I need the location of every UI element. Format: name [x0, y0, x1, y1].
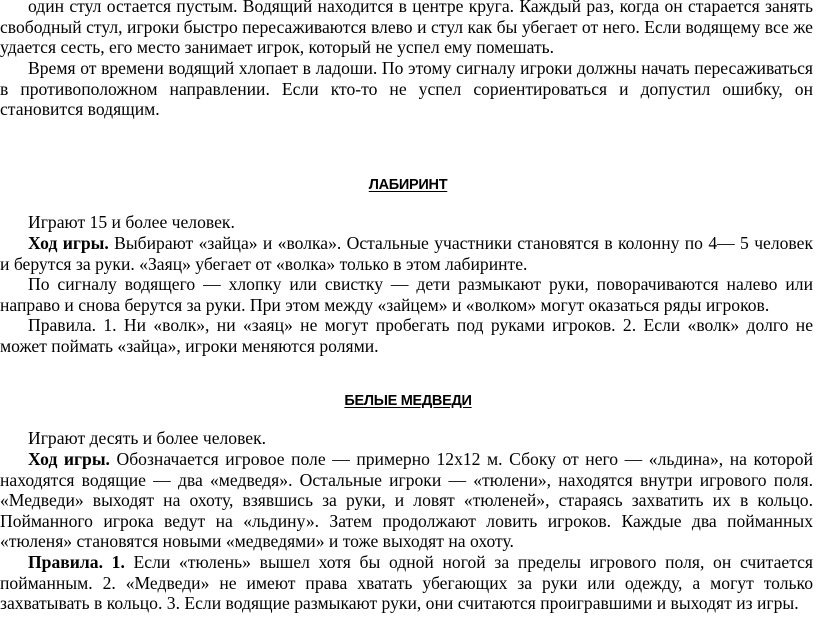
section-title-white-bears: БЕЛЫЕ МЕДВЕДИ: [344, 393, 472, 409]
labyrinth-course: [0, 233, 813, 274]
bears-course: [0, 449, 813, 552]
labyrinth-signal: По сигналу водящего — хлопку или свистку — дети размыкают руки, поворачиваются налево или направо и снова берутся за руки. При этом между «зайцем» и «волком» могут оказаться ряды игроков.: [0, 274, 813, 315]
intro-paragraph-2: Время от времени водящий хлопает в ладоши. По этому сигналу игроки должны начать пересаживаться в противоположном направлении. Если кто-то не успел сориентироваться и допустил ошибку, он становится водящим.: [0, 58, 813, 120]
bears-rules-text: Если «тюлень» вышел хотя бы одной ногой за пределы игрового поля, он считается пойманным. 2. «Медведи» не имеют права хватать убегающих за руки или одежду, а могут только захватывать в кольцо. 3. Если водящие размыкают руки, они считаются проигравшими и выходят из игры.: [0, 552, 813, 614]
labyrinth-rules: Правила. 1. Ни «волк», ни «заяц» не могут пробегать под руками игроков. 2. Если «волк» долго не может поймать «зайца», игроки меняются ролями.: [0, 315, 813, 356]
intro-paragraph-1: один стул остается пустым. Водящий находится в центре круга. Каждый раз, когда он старается занять свободный стул, игроки быстро пересаживаются влево и стул как бы убегает от него. Если водящему все же удается сесть, его место занимает игрок, который не успел ему помешать.: [0, 0, 813, 58]
labyrinth-course-text: Выбирают «зайца» и «волка». Остальные участники становятся в колонну по 4— 5 человек и берутся за руки. «Заяц» убегает от «волка» только в этом лабиринте.: [0, 233, 813, 274]
bears-course-label: Ход игры.: [28, 449, 110, 469]
labyrinth-course-label: Ход игры.: [28, 233, 109, 253]
bears-rules: [0, 552, 813, 614]
section-title-labyrinth: ЛАБИРИНТ: [368, 177, 448, 193]
bears-course-text: Обозначается игровое поле — примерно 12х12 м. Сбоку от него — «льдина», на которой находятся водящие — два «медведя». Остальные игроки — «тюлени», находятся внутри игрового поля. «Медведи» выходят на охоту, взявшись за руки, и ловят «тюленей», стараясь захватить их в кольцо. Пойманного игрока ведут на «льдину». Затем продолжают ловить игроков. Каждые два пойманных «тюленя» становятся новыми «медведями» и тоже выходят на охоту.: [0, 449, 813, 552]
labyrinth-players: Играют 15 и более человек.: [28, 212, 235, 232]
bears-rules-label: Правила. 1.: [28, 552, 125, 572]
bears-players: Играют десять и более человек.: [28, 428, 267, 448]
